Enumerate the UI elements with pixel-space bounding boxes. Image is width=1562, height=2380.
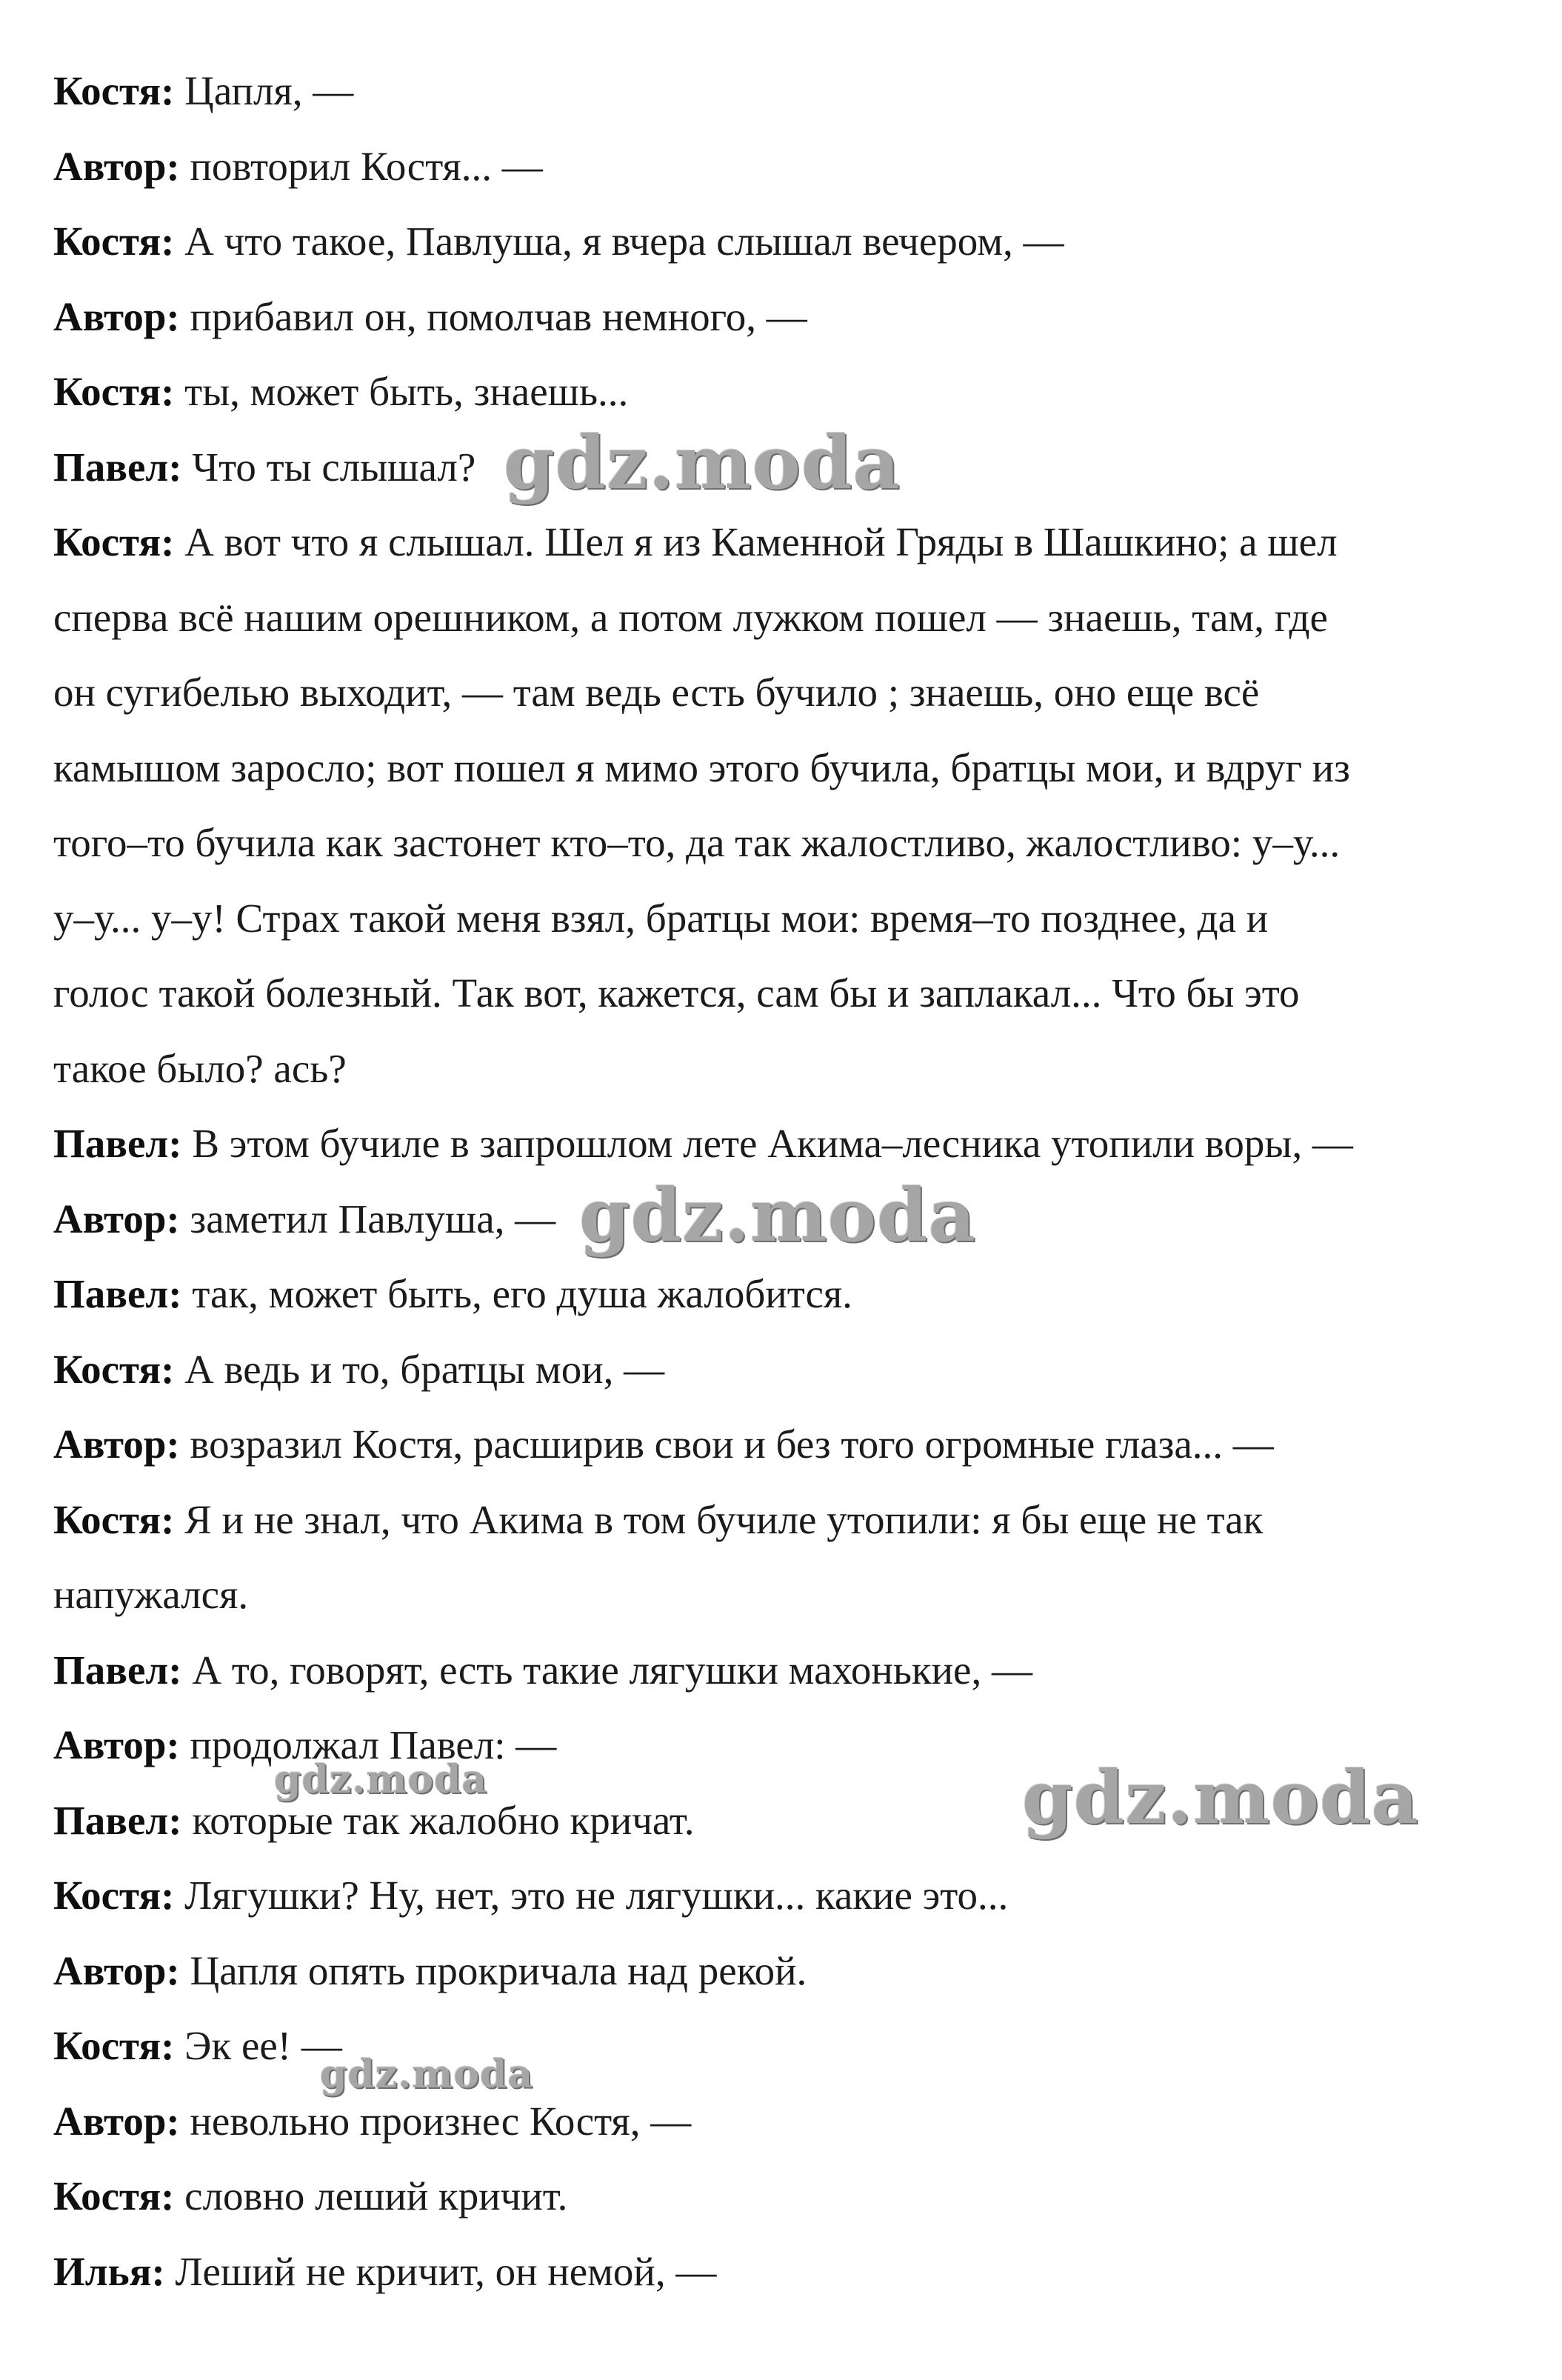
dialogue-line <box>53 1106 1505 1181</box>
speaker-name: Автор: <box>53 143 180 189</box>
speaker-name: Костя: <box>53 1346 175 1392</box>
line-text: А то, говорят, есть такие лягушки махонькие, — <box>181 1647 1032 1693</box>
speaker-name: Илья: <box>53 2248 165 2294</box>
dialogue-line <box>53 1031 1505 1107</box>
dialogue-line <box>53 1482 1505 1558</box>
line-text: голос такой болезный. Так вот, кажется, сам бы и заплакал... Что бы это <box>53 970 1300 1016</box>
dialogue-line <box>53 1858 1505 1933</box>
speaker-name: Автор: <box>53 1722 180 1767</box>
line-text: Цапля опять прокричала над рекой. <box>179 1947 807 1993</box>
dialogue-line <box>53 956 1505 1031</box>
speaker-name: Костя: <box>53 219 175 264</box>
speaker-name: Павел: <box>53 1271 182 1316</box>
watermark: gdz.moda <box>504 421 901 506</box>
line-text: камышом заросло; вот пошел я мимо этого бучила, братцы мои, и вдруг из <box>53 744 1350 790</box>
speaker-name: Костя: <box>53 1873 175 1918</box>
dialogue-line <box>53 2159 1505 2234</box>
line-text: прибавил он, помолчав немного, — <box>179 293 807 339</box>
line-text: Эк ее! — <box>174 2023 342 2068</box>
watermark: gdz.moda <box>274 1757 488 1802</box>
speaker-name: Костя: <box>53 68 175 113</box>
speaker-name: Костя: <box>53 1496 175 1542</box>
line-text: Леший не кричит, он немой, — <box>164 2248 717 2294</box>
line-text: напужался. <box>53 1572 249 1617</box>
line-text: Я и не знал, что Акима в том бучиле утопили: я бы еще не так <box>174 1496 1264 1542</box>
line-text: он сугибелью выходит, — там ведь есть бучило ; знаешь, оно еще всё <box>53 670 1260 715</box>
speaker-name: Костя: <box>53 369 175 414</box>
speaker-name: Автор: <box>53 1196 180 1241</box>
watermark: gdz.moda <box>579 1173 976 1259</box>
speaker-name: Костя: <box>53 2173 175 2219</box>
dialogue-line <box>53 204 1505 279</box>
line-text: В этом бучиле в запрошлом лете Акима–лесника утопили воры, — <box>181 1121 1353 1166</box>
dialogue-line <box>53 1933 1505 2009</box>
line-text: заметил Павлуша, — <box>179 1196 556 1241</box>
speaker-name: Павел: <box>53 444 182 490</box>
line-text: такое было? ась? <box>53 1045 347 1091</box>
dialogue-line <box>53 1332 1505 1407</box>
line-text: сперва всё нашим орешником, а потом лужком пошел — знаешь, там, где <box>53 594 1328 640</box>
watermark: gdz.moda <box>1022 1756 1419 1841</box>
speaker-name: Автор: <box>53 2098 180 2144</box>
dialogue-line <box>53 580 1505 656</box>
dialogue-line <box>53 2008 1505 2084</box>
line-text: того–то бучила как застонет кто–то, да так жалостливо, жалостливо: у–у... <box>53 820 1341 865</box>
line-text: А что такое, Павлуша, я вчера слышал вечером, — <box>174 219 1064 264</box>
speaker-name: Павел: <box>53 1797 182 1843</box>
line-text: невольно произнес Костя, — <box>179 2098 692 2144</box>
dialogue-line <box>53 730 1505 806</box>
dialogue-line <box>53 279 1505 355</box>
dialogue-line <box>53 655 1505 730</box>
line-text: А вот что я слышал. Шел я из Каменной Гряды в Шашкино; а шел <box>174 519 1338 564</box>
line-text: ты, может быть, знаешь... <box>174 369 629 414</box>
dialogue-line <box>53 1407 1505 1482</box>
line-text: у–у... у–у! Страх такой меня взял, братцы мои: время–то позднее, да и <box>53 895 1269 941</box>
speaker-name: Автор: <box>53 1421 180 1467</box>
line-text: так, может быть, его душа жалобится. <box>181 1271 852 1316</box>
dialogue-line <box>53 1256 1505 1332</box>
line-text: Цапля, — <box>174 68 354 113</box>
line-text: продолжал Павел: — <box>179 1722 557 1767</box>
line-text: Что ты слышал? <box>181 444 476 490</box>
dialogue-line <box>53 1633 1505 1708</box>
dialogue-line <box>53 129 1505 204</box>
dialogue-line <box>53 354 1505 430</box>
speaker-name: Павел: <box>53 1647 182 1693</box>
line-text: словно леший кричит. <box>174 2173 568 2219</box>
watermark: gdz.moda <box>320 2052 534 2097</box>
dialogue-line <box>53 805 1505 881</box>
dialogue-line <box>53 1557 1505 1633</box>
speaker-name: Автор: <box>53 293 180 339</box>
speaker-name: Костя: <box>53 2023 175 2068</box>
speaker-name: Автор: <box>53 1947 180 1993</box>
dialogue-line <box>53 53 1505 129</box>
line-text: повторил Костя... — <box>179 143 543 189</box>
dialogue-line <box>53 2084 1505 2159</box>
line-text: которые так жалобно кричат. <box>181 1797 695 1843</box>
line-text: Лягушки? Ну, нет, это не лягушки... какие это... <box>174 1873 1009 1918</box>
dialogue-line <box>53 504 1505 580</box>
line-text: возразил Костя, расширив свои и без того огромные глаза... — <box>179 1421 1274 1467</box>
speaker-name: Костя: <box>53 519 175 564</box>
dialogue-line <box>53 2234 1505 2310</box>
speaker-name: Павел: <box>53 1121 182 1166</box>
line-text: А ведь и то, братцы мои, — <box>174 1346 665 1392</box>
dialogue-line <box>53 881 1505 956</box>
